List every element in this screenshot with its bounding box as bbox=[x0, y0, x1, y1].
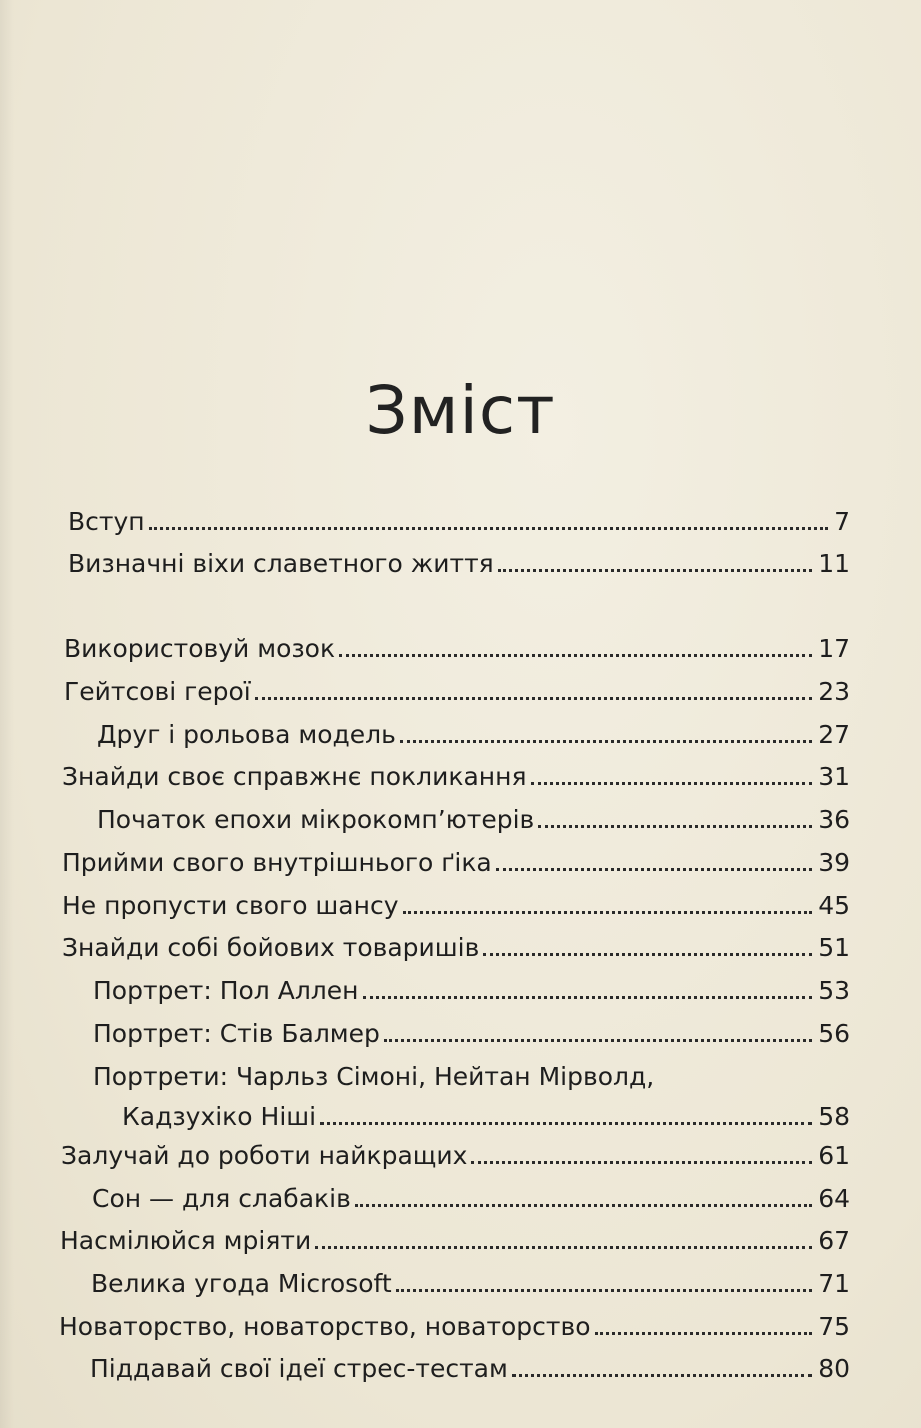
toc-entry-title: Початок епохи мікрокомп’ютерів bbox=[97, 805, 535, 834]
dot-leader bbox=[595, 1332, 813, 1335]
toc-subentry bbox=[97, 805, 850, 835]
toc-entry-page: 17 bbox=[818, 634, 850, 663]
toc-entry-title: Вступ bbox=[68, 507, 145, 536]
toc-entry-title: Новаторство, новаторство, новаторство bbox=[59, 1312, 591, 1341]
toc-entry bbox=[59, 1312, 850, 1342]
toc-entry-page: 80 bbox=[818, 1354, 850, 1383]
dot-leader bbox=[400, 740, 812, 743]
dot-leader bbox=[512, 1374, 812, 1377]
toc-entry-page: 75 bbox=[818, 1312, 850, 1341]
toc-entry bbox=[62, 933, 850, 963]
toc-entry-title: Гейтсові герої bbox=[64, 677, 251, 706]
toc-entry-title: Насмілюйся мріяти bbox=[60, 1226, 312, 1255]
dot-leader bbox=[339, 654, 812, 657]
toc-entry-page: 53 bbox=[818, 976, 850, 1005]
dot-leader bbox=[538, 825, 812, 828]
dot-leader bbox=[320, 1122, 812, 1125]
toc-entry bbox=[64, 634, 850, 664]
toc-entry-title: Сон — для слабаків bbox=[92, 1184, 351, 1213]
toc-entry-page: 67 bbox=[818, 1226, 850, 1255]
toc-entry bbox=[60, 1226, 850, 1256]
dot-leader bbox=[396, 1289, 813, 1292]
toc-entry-page: 31 bbox=[818, 762, 850, 791]
toc-entry-page: 64 bbox=[818, 1184, 850, 1213]
toc-subentry bbox=[91, 1269, 850, 1299]
dot-leader bbox=[149, 527, 828, 530]
toc-entry-page: 45 bbox=[818, 891, 850, 920]
dot-leader bbox=[384, 1039, 812, 1042]
toc-entry-title: Залучай до роботи найкращих bbox=[61, 1141, 468, 1170]
toc-entry bbox=[62, 891, 850, 921]
dot-leader bbox=[355, 1204, 812, 1207]
dot-leader bbox=[483, 953, 812, 956]
toc-entry-page: 61 bbox=[818, 1141, 850, 1170]
toc-entry bbox=[61, 1141, 850, 1171]
toc-entry-title: Друг і рольова модель bbox=[97, 720, 396, 749]
toc-entry bbox=[62, 762, 850, 792]
toc-entry-page: 71 bbox=[818, 1269, 850, 1298]
toc-entry-title: Велика угода Microsoft bbox=[91, 1269, 392, 1298]
dot-leader bbox=[255, 697, 812, 700]
page-title: Зміст bbox=[365, 372, 556, 449]
toc-entry-title: Піддавай свої ідеї стрес-тестам bbox=[90, 1354, 508, 1383]
toc-entry-title: Визначні віхи славетного життя bbox=[68, 549, 494, 578]
toc-subentry bbox=[90, 1354, 850, 1384]
toc-entry-page: 58 bbox=[818, 1102, 850, 1131]
dot-leader bbox=[363, 996, 813, 999]
toc-entry bbox=[68, 507, 850, 537]
toc-entry-title: Портрет: Пол Аллен bbox=[93, 976, 359, 1005]
toc-entry-title: Портрети: Чарльз Сімоні, Нейтан Мірволд, bbox=[93, 1062, 655, 1091]
toc-subentry bbox=[92, 1184, 850, 1214]
toc-entry-page: 7 bbox=[834, 507, 850, 536]
toc-entry-title: Знайди своє справжнє покликання bbox=[62, 762, 527, 791]
toc-entry-page: 51 bbox=[818, 933, 850, 962]
toc-entry bbox=[68, 549, 850, 579]
toc-entry-title: Портрет: Стів Балмер bbox=[93, 1019, 380, 1048]
toc-subentry bbox=[93, 1062, 850, 1132]
toc-entry-title: Знайди собі бойових товаришів bbox=[62, 933, 480, 962]
toc-entry-page: 27 bbox=[818, 720, 850, 749]
dot-leader bbox=[496, 868, 812, 871]
dot-leader bbox=[498, 569, 812, 572]
toc-entry-continuation bbox=[93, 1102, 850, 1132]
toc-entry-title: Використовуй мозок bbox=[64, 634, 336, 663]
toc-entry-page: 39 bbox=[818, 848, 850, 877]
toc-subentry bbox=[93, 976, 850, 1006]
toc-entry-page: 11 bbox=[818, 549, 850, 578]
toc-entry-page: 23 bbox=[818, 677, 850, 706]
toc-entry bbox=[62, 848, 850, 878]
dot-leader bbox=[471, 1161, 812, 1164]
dot-leader bbox=[531, 782, 813, 785]
toc-entry-page: 56 bbox=[818, 1019, 850, 1048]
toc-entry-page: 36 bbox=[818, 805, 850, 834]
toc-subentry bbox=[93, 1019, 850, 1049]
dot-leader bbox=[315, 1246, 812, 1249]
toc-entry-title: Прийми свого внутрішнього ґіка bbox=[62, 848, 492, 877]
toc-entry-title: Не пропусти свого шансу bbox=[62, 891, 399, 920]
toc-entry bbox=[64, 677, 850, 707]
toc-entry-title-line2: Кадзухіко Ніші bbox=[122, 1102, 317, 1131]
toc-subentry bbox=[97, 720, 850, 750]
dot-leader bbox=[403, 911, 813, 914]
